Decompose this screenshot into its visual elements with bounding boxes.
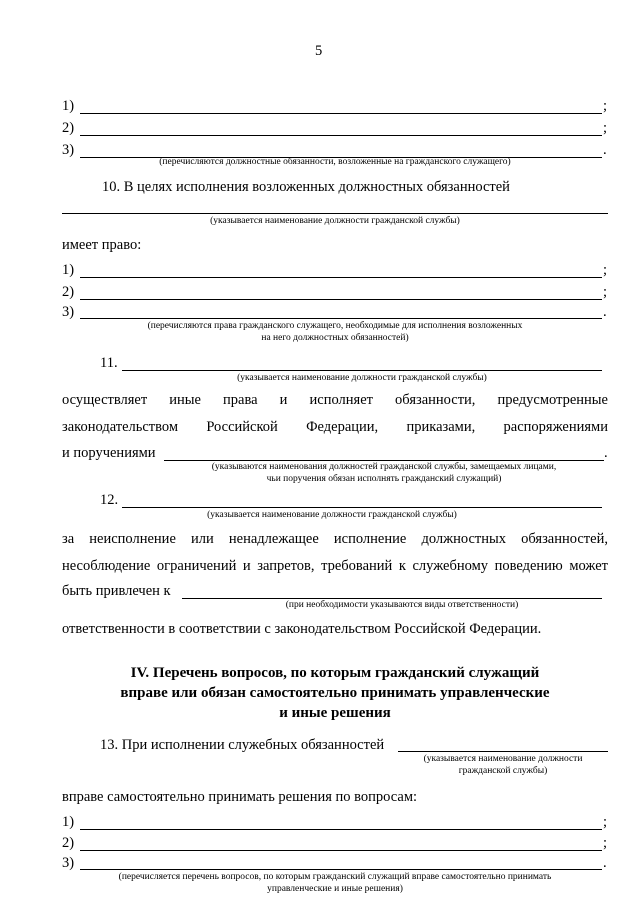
word: права — [223, 392, 258, 408]
word: неисполнение — [89, 531, 176, 547]
list-item-ending: . — [603, 142, 607, 158]
word: осуществляет — [62, 392, 148, 408]
word: должностных — [421, 531, 507, 547]
paragraph-text: и поручениями — [62, 445, 156, 461]
heading-line: и иные решения — [279, 705, 391, 721]
list-item-number: 2) — [62, 284, 75, 300]
word: за — [62, 531, 75, 547]
fill-line — [80, 299, 602, 300]
fill-line — [164, 460, 604, 461]
field-caption: (указывается наименование должности гражданской службы) — [237, 373, 487, 383]
fill-line — [80, 869, 602, 870]
paragraph-text: имеет право: — [62, 237, 142, 253]
justified-line — [62, 532, 608, 547]
field-caption: (при необходимости указываются виды ответственности) — [285, 600, 519, 610]
paragraph-text: несоблюдение ограничений и запретов, требований к служебному поведению может — [62, 558, 608, 574]
field-caption: (указываются наименования должностей гражданской службы, замещаемых лицами, — [211, 462, 557, 472]
fill-line — [80, 829, 602, 830]
word: иные — [169, 392, 201, 408]
field-caption: (перечисляются должностные обязанности, возложенные на гражданского служащего) — [159, 157, 511, 167]
list-item-number: 2) — [62, 120, 75, 136]
line-ending: . — [604, 445, 608, 461]
heading-line: IV. Перечень вопросов, по которым гражданский служащий — [130, 665, 540, 681]
justified-line — [62, 393, 608, 408]
item-number: 12. — [100, 492, 119, 508]
word: и — [279, 392, 288, 408]
fill-line — [398, 751, 608, 752]
field-caption: на него должностных обязанностей) — [261, 333, 409, 343]
field-caption: (указывается наименование должности гражданской службы) — [210, 216, 460, 226]
paragraph-text: 13. При исполнении служебных обязанностей — [100, 737, 385, 753]
word: обязанности, — [395, 392, 476, 408]
fill-line — [80, 135, 602, 136]
paragraph-text: вправе самостоятельно принимать решения по вопросам: — [62, 789, 418, 805]
item-number: 11. — [100, 355, 118, 371]
paragraph-text: быть привлечен к — [62, 583, 171, 599]
fill-line — [80, 113, 602, 114]
field-caption: (указывается наименование должности гражданской службы) — [207, 510, 457, 520]
heading-line: вправе или обязан самостоятельно принимать управленческие — [120, 685, 550, 701]
list-item-ending: ; — [603, 835, 608, 851]
fill-line — [182, 598, 602, 599]
justified-line — [62, 420, 608, 435]
list-item-ending: ; — [603, 814, 608, 830]
list-item-number: 1) — [62, 262, 75, 278]
list-item-ending: ; — [603, 284, 608, 300]
list-item-number: 3) — [62, 304, 75, 320]
word: или — [191, 531, 214, 547]
paragraph-text: 10. В целях исполнения возложенных должностных обязанностей — [102, 179, 510, 195]
field-caption: (перечисляется перечень вопросов, по которым гражданский служащий вправе самостоятельно принимать — [118, 872, 552, 882]
list-item-number: 2) — [62, 835, 75, 851]
list-item-ending: ; — [603, 98, 608, 114]
list-item-ending: . — [603, 855, 607, 871]
word: обязанностей, — [521, 531, 608, 547]
list-item-ending: . — [603, 304, 607, 320]
section-heading — [60, 663, 610, 723]
list-item-ending: ; — [603, 120, 608, 136]
paragraph-text: ответственности в соответствии с законодательством Российской Федерации. — [62, 621, 542, 637]
list-item-number: 1) — [62, 98, 75, 114]
list-item-number: 1) — [62, 814, 75, 830]
word: Федерации, — [306, 419, 379, 435]
word: исполнение — [333, 531, 407, 547]
word: приказами, — [406, 419, 476, 435]
fill-line — [80, 277, 602, 278]
field-caption: гражданской службы) — [458, 766, 548, 776]
field-caption: чьи поручения обязан исполнять гражданский служащий) — [266, 474, 502, 484]
list-item-number: 3) — [62, 855, 75, 871]
fill-line — [62, 213, 608, 214]
word: Российской — [206, 419, 278, 435]
fill-line — [122, 370, 602, 371]
word: исполняет — [309, 392, 373, 408]
list-item-number: 3) — [62, 142, 75, 158]
list-item-ending: ; — [603, 262, 608, 278]
word: ненадлежащее — [228, 531, 319, 547]
field-caption: (перечисляются права гражданского служащего, необходимые для исполнения возложенных — [147, 321, 523, 331]
word: предусмотренные — [497, 392, 608, 408]
word: распоряжениями — [503, 419, 608, 435]
fill-line — [80, 850, 602, 851]
field-caption: (указывается наименование должности — [423, 754, 583, 764]
field-caption: управленческие и иные решения) — [267, 884, 403, 894]
page-number: 5 — [315, 43, 323, 59]
fill-line — [122, 507, 602, 508]
word: законодательством — [62, 419, 179, 435]
fill-line — [80, 318, 602, 319]
